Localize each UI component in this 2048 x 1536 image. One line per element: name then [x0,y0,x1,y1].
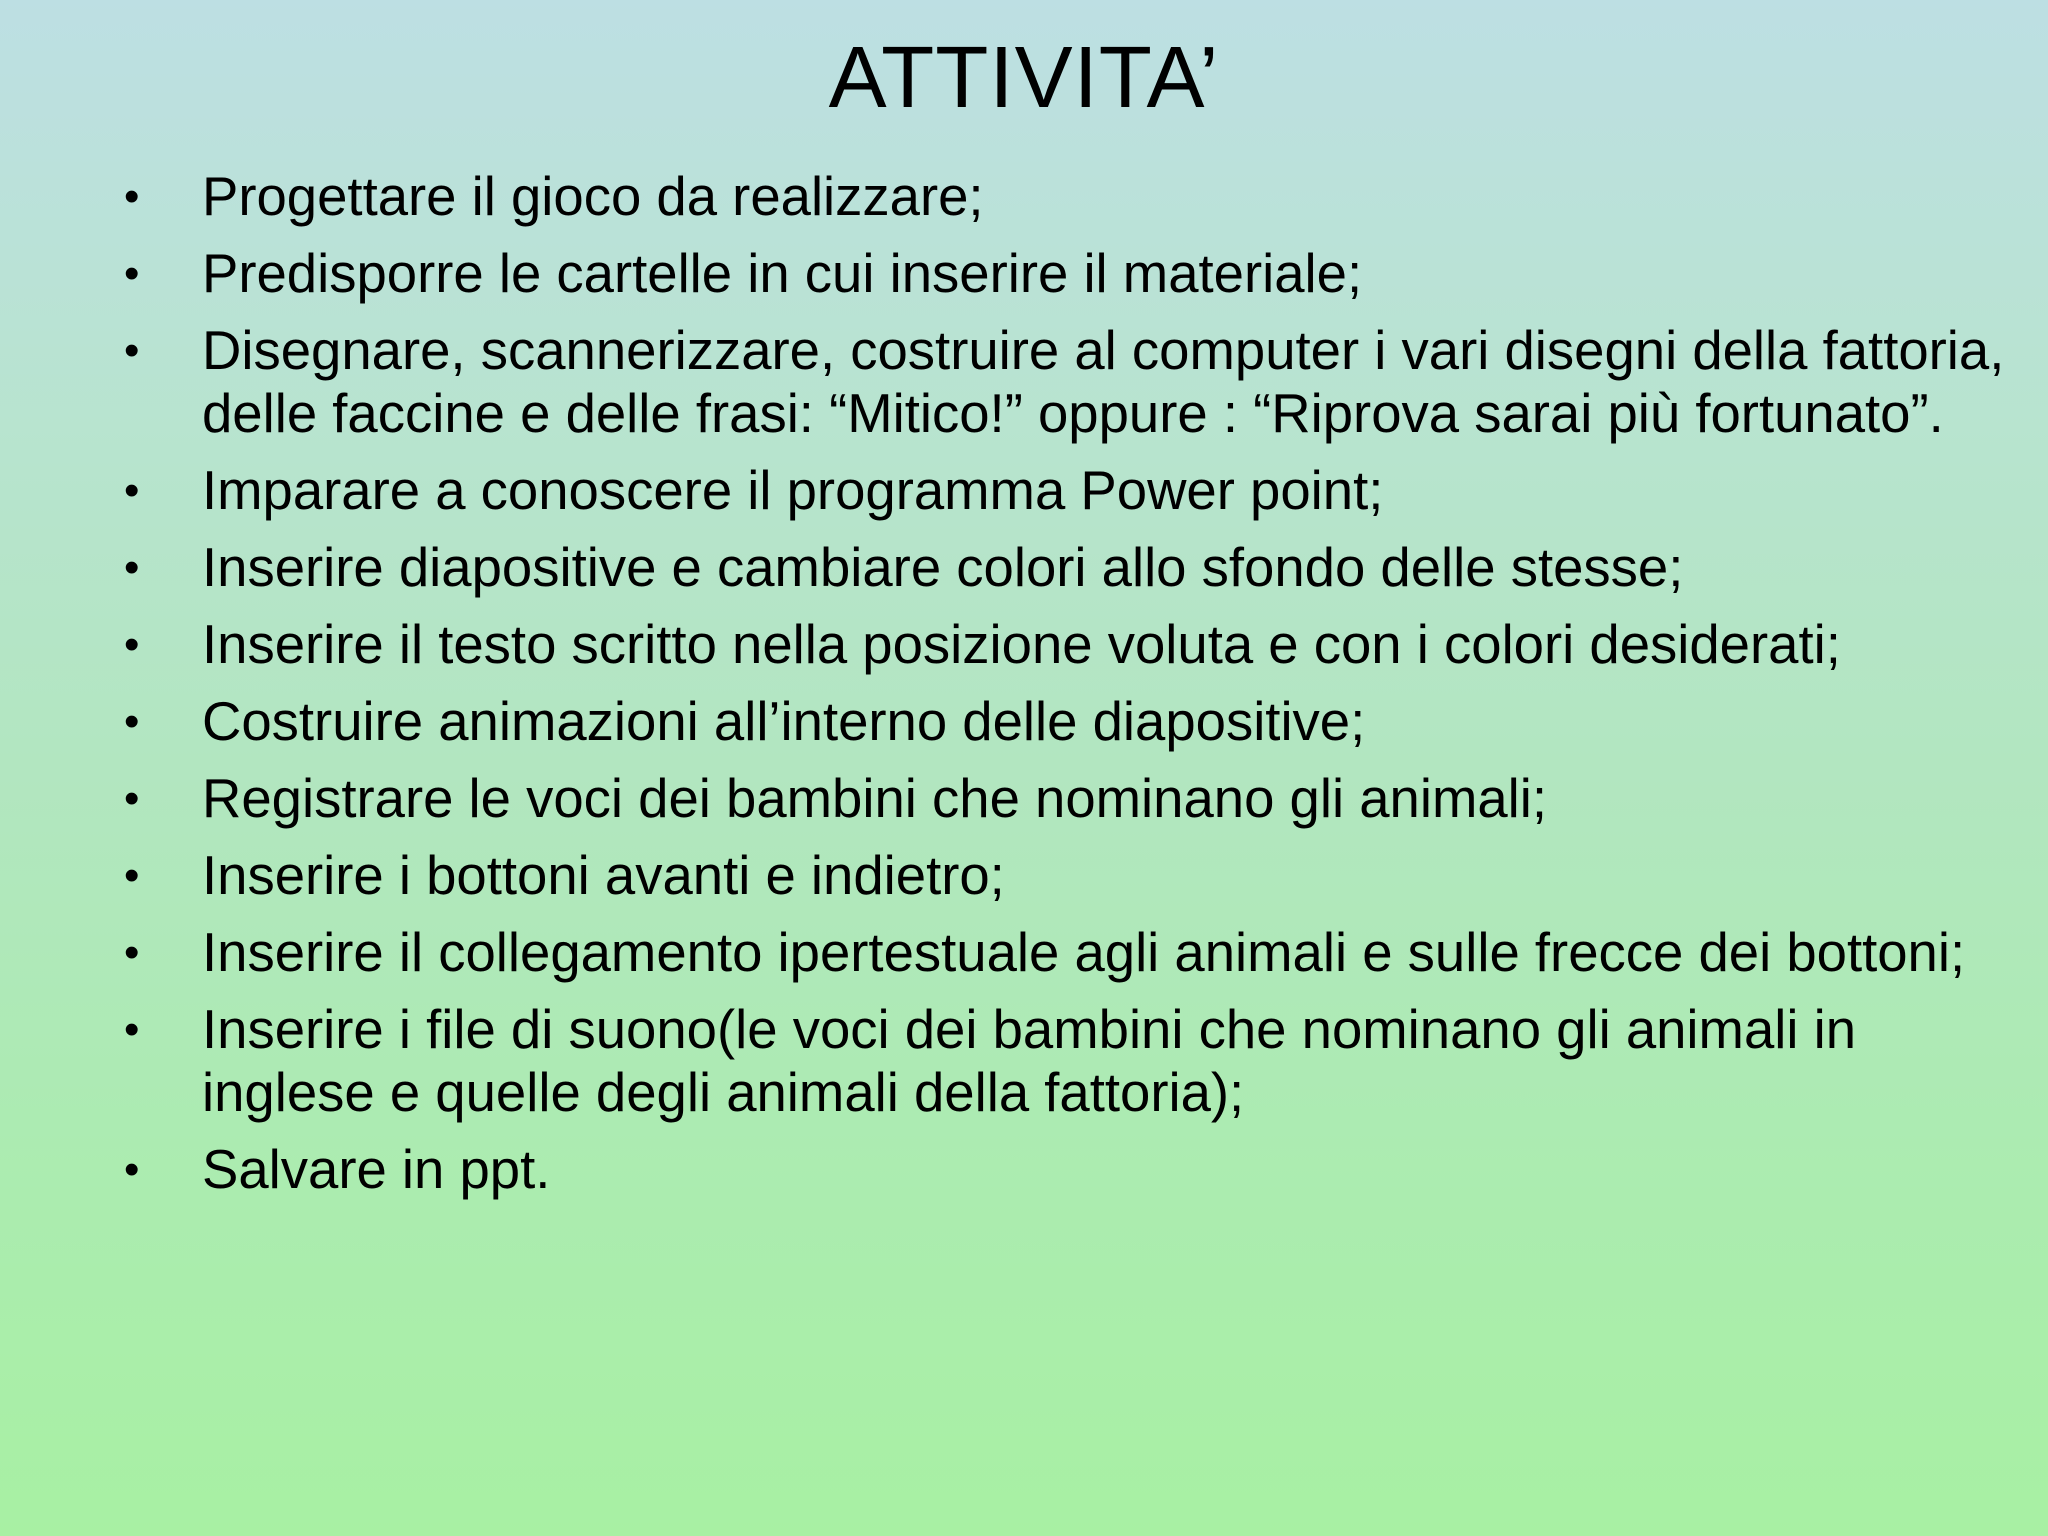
bullet-icon: • [124,249,140,298]
list-item [0,459,2048,522]
list-item-text: Imparare a conoscere il programma Power point; [202,460,1384,521]
list-item-text: Predisporre le cartelle in cui inserire il materiale; [202,243,1363,304]
list-item [0,690,2048,753]
bullet-icon: • [124,851,140,900]
list-item [0,242,2048,305]
bullet-icon: • [124,543,140,592]
activity-list [0,165,2048,1215]
list-item [0,767,2048,830]
list-item-text: Inserire i bottoni avanti e indietro; [202,845,1005,906]
bullet-icon: • [124,1005,140,1054]
list-item [0,998,2048,1124]
list-item [0,536,2048,599]
bullet-icon: • [124,466,140,515]
list-item-text: Registrare le voci dei bambini che nominano gli animali; [202,768,1548,829]
bullet-icon: • [124,697,140,746]
list-item-text: Progettare il gioco da realizzare; [202,166,984,227]
list-item [0,844,2048,907]
bullet-icon: • [124,928,140,977]
bullet-icon: • [124,774,140,823]
list-item [0,165,2048,228]
list-item-text: Inserire i file di suono(le voci dei bambini che nominano gli animali in inglese e quelle degli animali della fattoria); [202,999,1857,1123]
bullet-icon: • [124,1145,140,1194]
bullet-icon: • [124,172,140,221]
list-item [0,921,2048,984]
slide-title: ATTIVITA’ [828,29,1220,126]
bullet-icon: • [124,620,140,669]
list-item-text: Costruire animazioni all’interno delle diapositive; [202,691,1366,752]
list-item-text: Inserire il testo scritto nella posizione voluta e con i colori desiderati; [202,614,1841,675]
list-item [0,1138,2048,1201]
list-item-text: Inserire il collegamento ipertestuale agli animali e sulle frecce dei bottoni; [202,922,1966,983]
list-item [0,319,2048,445]
list-item-text: Salvare in ppt. [202,1139,551,1200]
list-item-text: Inserire diapositive e cambiare colori allo sfondo delle stesse; [202,537,1684,598]
bullet-icon: • [124,326,140,375]
list-item [0,613,2048,676]
list-item-text: Disegnare, scannerizzare, costruire al computer i vari disegni della fattoria, delle faccine e delle frasi: “Mitico!” oppure : “Riprova sarai più fortunato”. [202,320,2005,444]
